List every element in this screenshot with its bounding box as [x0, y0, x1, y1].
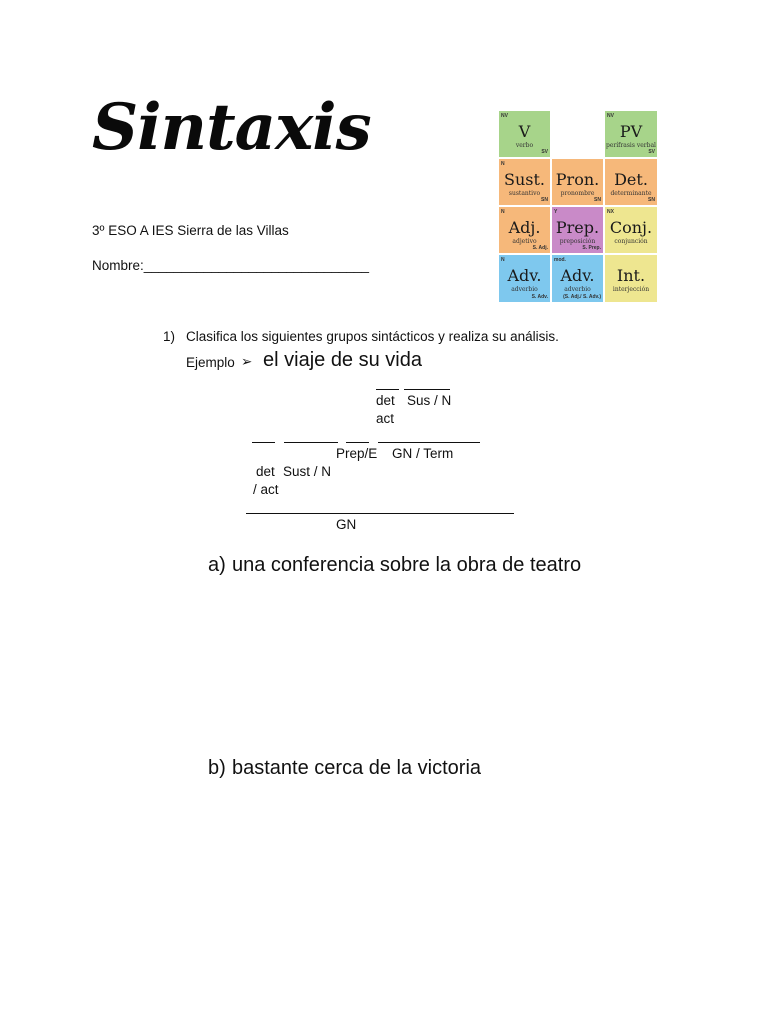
label-act-2: / act — [253, 482, 279, 497]
chart-cell — [498, 158, 551, 206]
chart-cell-group: SV — [541, 149, 548, 155]
chart-cell — [551, 206, 604, 254]
chart-cell-name: verbo — [515, 141, 534, 149]
chart-cell — [604, 206, 658, 254]
chart-cell — [551, 254, 604, 303]
example-label: Ejemplo — [186, 355, 235, 370]
chart-cell-group: SV — [648, 149, 655, 155]
underline-sus — [404, 389, 450, 390]
chart-cell-name: determinante — [610, 189, 652, 197]
chart-cell-abbr: Adj. — [508, 217, 541, 237]
chart-cell-abbr: Pron. — [555, 169, 600, 189]
underline-viaje — [284, 442, 338, 443]
label-prep-e: Prep/E — [336, 446, 378, 461]
name-field: Nombre:______________________________ — [92, 258, 370, 273]
chart-cell-abbr: Int. — [616, 266, 646, 285]
chart-cell-name: adverbio — [564, 286, 591, 293]
chart-cell-group: S. Prep. — [582, 245, 601, 251]
example-phrase: el viaje de su vida — [263, 349, 422, 371]
chart-cell-name: interjección — [612, 286, 650, 293]
exercise-number: 1) — [163, 329, 176, 344]
chart-cell-tag: N — [501, 257, 505, 263]
chart-cell-name: conjunción — [614, 237, 648, 245]
chart-cell — [604, 254, 658, 303]
chart-cell-tag: Y — [554, 209, 558, 215]
chart-cell-name: sustantivo — [508, 189, 541, 197]
chart-cell — [551, 110, 604, 158]
chart-cell — [498, 206, 551, 254]
item-a-marker: a) — [208, 554, 226, 576]
item-b-marker: b) — [208, 757, 226, 779]
chart-cell-tag: NV — [501, 113, 508, 119]
label-act: act — [376, 411, 395, 426]
chart-cell-name: adjetivo — [512, 237, 537, 245]
chart-cell — [498, 254, 551, 303]
chart-cell-abbr: V — [518, 121, 531, 141]
chart-cell-name: adverbio — [511, 286, 538, 293]
underline-det — [376, 389, 399, 390]
chart-cell-abbr: Adv. — [560, 266, 595, 285]
chart-cell-abbr: Det. — [614, 169, 648, 189]
underline-gn — [246, 513, 514, 514]
chart-cell-abbr: Conj. — [609, 217, 653, 237]
chart-cell-tag: N — [501, 161, 505, 167]
label-gn-term: GN / Term — [392, 446, 454, 461]
underline-el — [252, 442, 275, 443]
label-det-2: det — [256, 464, 275, 479]
chart-cell-tag: NX — [607, 209, 614, 215]
label-gn: GN — [336, 517, 357, 532]
chart-cell-abbr: Adv. — [507, 266, 542, 285]
chart-cell-tag: mod. — [554, 257, 566, 263]
item-a-text: una conferencia sobre la obra de teatro — [232, 554, 582, 576]
exercise-instruction: Clasifica los siguientes grupos sintácticos y realiza su análisis. — [186, 329, 559, 344]
chart-cell-group: SN — [594, 197, 601, 203]
chart-cell — [604, 110, 658, 158]
chart-cell — [498, 110, 551, 158]
chart-cell-name: perífrasis verbal — [606, 141, 656, 149]
arrow-icon: ➢ — [241, 354, 253, 369]
label-sus-n: Sus / N — [407, 393, 452, 408]
underline-de — [346, 442, 369, 443]
label-det: det — [376, 393, 395, 408]
chart-cell-group: SN — [648, 197, 655, 203]
chart-cell-name: preposición — [559, 237, 596, 245]
chart-cell-abbr: PV — [619, 121, 643, 141]
course-label: 3º ESO A IES Sierra de las Villas — [92, 223, 289, 238]
chart-cell-name: pronombre — [560, 189, 595, 197]
chart-cell-abbr: Prep. — [555, 217, 600, 237]
chart-cell-abbr: Sust. — [504, 169, 545, 189]
page-title: Sintaxis — [92, 90, 371, 165]
underline-su-vida — [378, 442, 480, 443]
label-sust-n: Sust / N — [283, 464, 332, 479]
chart-cell-group: S. Adj. — [532, 245, 548, 251]
item-b-text: bastante cerca de la victoria — [232, 757, 482, 779]
chart-cell — [551, 158, 604, 206]
chart-cell-tag: NV — [607, 113, 614, 119]
word-class-chart — [498, 110, 658, 303]
chart-cell-tag: N — [501, 209, 505, 215]
chart-cell-group: (S. Adj./ S. Adv.) — [563, 294, 601, 300]
chart-cell-group: S. Adv. — [531, 294, 548, 300]
chart-cell-group: SN — [541, 197, 548, 203]
chart-cell — [604, 158, 658, 206]
